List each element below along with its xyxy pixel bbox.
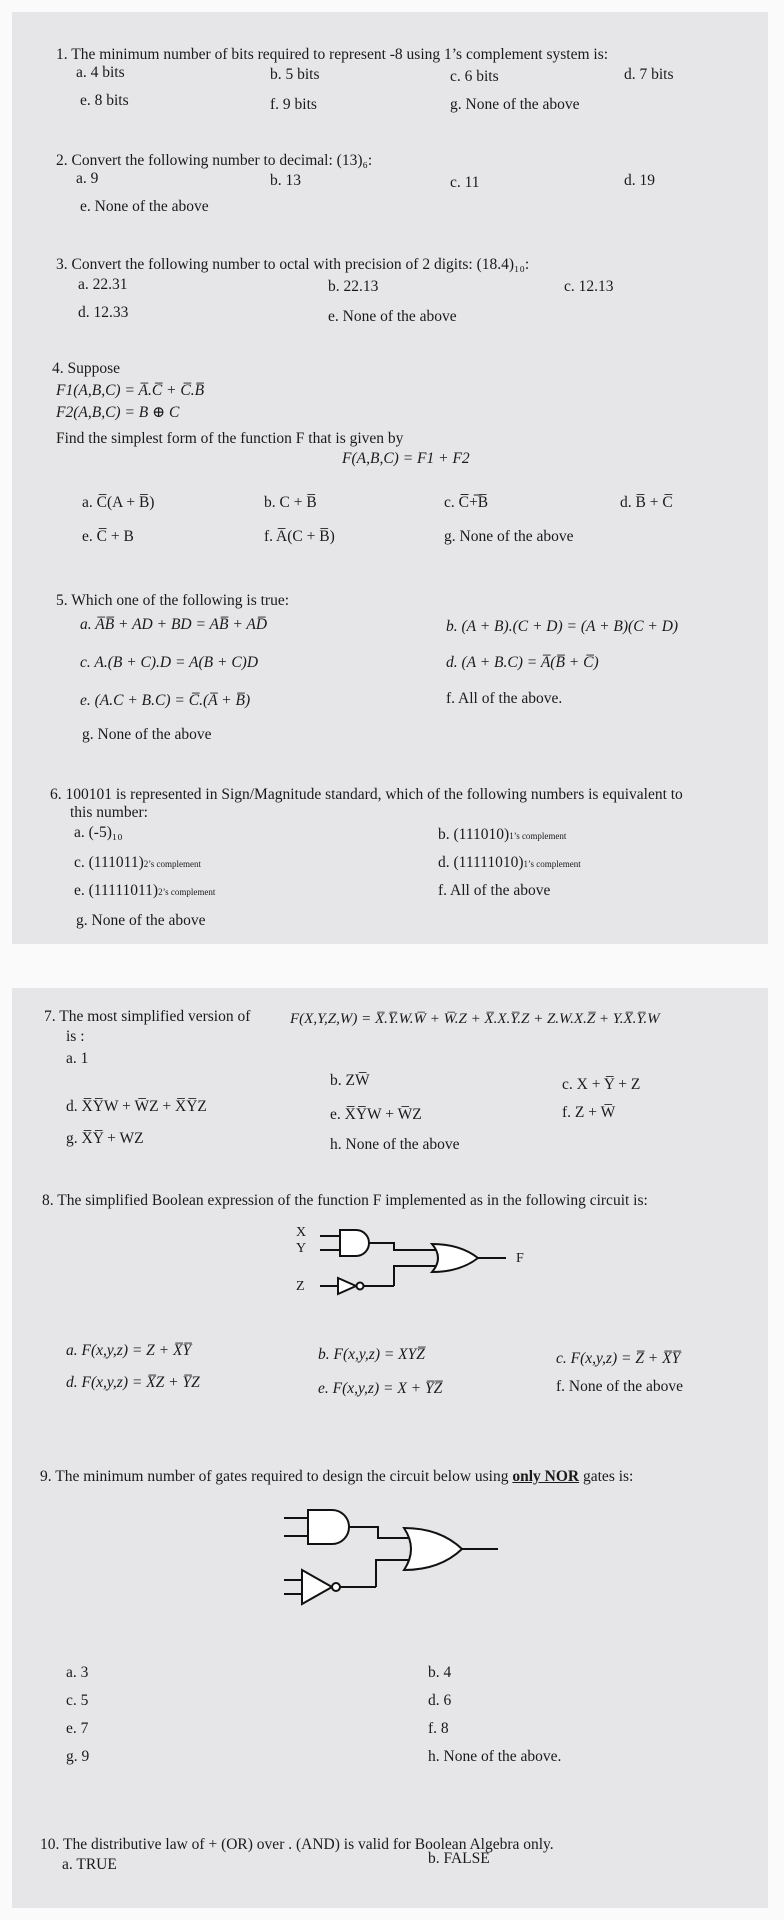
q1-option-c[interactable]: c. 6 bits bbox=[450, 68, 499, 85]
question-8-text: 8. The simplified Boolean expression of the function F implemented as in the following circuit is: bbox=[42, 1192, 648, 1209]
q1-option-d[interactable]: d. 7 bits bbox=[624, 66, 674, 83]
q1-option-e[interactable]: e. 8 bits bbox=[80, 92, 129, 109]
q9-option-c[interactable]: c. 5 bbox=[66, 1692, 89, 1709]
q4-option-c[interactable]: c. C̅̅+̅̅B̅ bbox=[444, 494, 489, 511]
q4-f1: F1(A,B,C) = A̅.C̅ + C̅.B̅ bbox=[56, 382, 205, 399]
q7-option-d[interactable]: d. X̅Y̅W + W̅Z + X̅Y̅Z bbox=[66, 1098, 207, 1115]
exam-sheet-1 bbox=[12, 12, 768, 944]
q4-option-b[interactable]: b. C + B̅ bbox=[264, 494, 317, 511]
exam-sheet-2 bbox=[12, 988, 768, 1908]
question-7-is: is : bbox=[66, 1028, 85, 1045]
q9-and-gate bbox=[284, 1510, 349, 1544]
q3-option-a[interactable]: a. 22.31 bbox=[78, 276, 128, 293]
q2-option-c[interactable]: c. 11 bbox=[450, 174, 480, 191]
question-9-text: 9. The minimum number of gates required to design the circuit below using only NOR gates is: bbox=[40, 1468, 634, 1485]
question-7-text: 7. The most simplified version of bbox=[44, 1008, 251, 1025]
q9-only-nor-emphasis: only NOR bbox=[512, 1468, 580, 1485]
q8-input-z-label: Z bbox=[296, 1279, 305, 1294]
q4-option-d[interactable]: d. B̅ + C̅ bbox=[620, 494, 673, 511]
q3-option-c[interactable]: c. 12.13 bbox=[564, 278, 614, 295]
q9-option-f[interactable]: f. 8 bbox=[428, 1720, 449, 1737]
q6-option-d[interactable]: d. (11111010)1’s complement bbox=[438, 854, 581, 871]
q9-option-b[interactable]: b. 4 bbox=[428, 1664, 452, 1681]
q6-option-d-subscript: 1’s complement bbox=[523, 859, 581, 869]
q8-input-x-label: X bbox=[296, 1225, 307, 1240]
q3-option-d[interactable]: d. 12.33 bbox=[78, 304, 129, 321]
q4-f2: F2(A,B,C) = B ⊕ C bbox=[56, 404, 180, 421]
q4-find-text: Find the simplest form of the function F that is given by bbox=[56, 430, 404, 447]
question-6-text: 6. 100101 is represented in Sign/Magnitude standard, which of the following numbers is equivalent to bbox=[50, 786, 683, 803]
q9-option-h[interactable]: h. None of the above. bbox=[428, 1748, 562, 1765]
q7-option-h[interactable]: h. None of the above bbox=[330, 1136, 460, 1153]
q10-option-a[interactable]: a. TRUE bbox=[62, 1856, 117, 1873]
question-6-text-line2: this number: bbox=[70, 804, 148, 821]
q5-option-c[interactable]: c. A.(B + C).D = A(B + C)D bbox=[80, 654, 259, 671]
q9-option-a[interactable]: a. 3 bbox=[66, 1664, 89, 1681]
q1-option-g[interactable]: g. None of the above bbox=[450, 96, 580, 113]
q8-input-y-label: Y bbox=[296, 1241, 307, 1256]
q5-option-e[interactable]: e. (A.C + B.C) = C̅.(A̅ + B̅) bbox=[80, 692, 251, 709]
q6-option-e[interactable]: e. (11111011)2’s complement bbox=[74, 882, 216, 899]
q4-formula: F(A,B,C) = F1 + F2 bbox=[342, 450, 470, 467]
question-3-text: 3. Convert the following number to octal with precision of 2 digits: (18.4)₁₀: bbox=[56, 256, 530, 273]
q6-option-f[interactable]: f. All of the above bbox=[438, 882, 551, 899]
q6-option-b-subscript: 1’s complement bbox=[509, 831, 567, 841]
q1-option-b[interactable]: b. 5 bits bbox=[270, 66, 320, 83]
q5-option-d[interactable]: d. (A + B.C) = A̅(B̅ + C̅) bbox=[446, 654, 599, 671]
q7-formula: F(X,Y,Z,W) = X̅.Y̅.W.W̅ + W̅.Z + X̅.X.Y̅.Z + Z.W.X.Z̅ + Y.X̅.Y̅.W bbox=[290, 1011, 660, 1027]
q8-output-f-label: F bbox=[516, 1251, 524, 1266]
question-10-text: 10. The distributive law of + (OR) over . (AND) is valid for Boolean Algebra only. bbox=[40, 1836, 554, 1853]
q4-option-f[interactable]: f. A̅(C + B̅) bbox=[264, 528, 335, 545]
q8-option-d[interactable]: d. F(x,y,z) = X̅Z + Y̅Z bbox=[66, 1374, 200, 1391]
q9-circuit-diagram bbox=[12, 988, 768, 1908]
q6-option-g[interactable]: g. None of the above bbox=[76, 912, 206, 929]
q9-or-gate bbox=[349, 1527, 498, 1570]
q5-option-g[interactable]: g. None of the above bbox=[82, 726, 212, 743]
q7-option-c[interactable]: c. X + Y̅ + Z bbox=[562, 1076, 641, 1093]
q3-option-e[interactable]: e. None of the above bbox=[328, 308, 457, 325]
q1-option-a[interactable]: a. 4 bits bbox=[76, 64, 125, 81]
q1-option-f[interactable]: f. 9 bits bbox=[270, 96, 317, 113]
q8-option-a[interactable]: a. F(x,y,z) = Z + X̅Y̅ bbox=[66, 1342, 192, 1359]
q7-option-a[interactable]: a. 1 bbox=[66, 1050, 89, 1067]
q8-option-e[interactable]: e. F(x,y,z) = X + Y̅Z̅ bbox=[318, 1380, 443, 1397]
q6-option-c-subscript: 2’s complement bbox=[143, 859, 201, 869]
q4-option-g[interactable]: g. None of the above bbox=[444, 528, 574, 545]
q4-option-a[interactable]: a. C̅(A + B̅) bbox=[82, 494, 155, 511]
q7-option-f[interactable]: f. Z + W̅ bbox=[562, 1104, 616, 1121]
q9-option-e[interactable]: e. 7 bbox=[66, 1720, 89, 1737]
q7-option-g[interactable]: g. X̅Y̅ + WZ bbox=[66, 1130, 144, 1147]
q5-option-f[interactable]: f. All of the above. bbox=[446, 690, 563, 707]
question-5-text: 5. Which one of the following is true: bbox=[56, 592, 290, 609]
question-4-text: 4. Suppose bbox=[52, 360, 121, 377]
q9-option-d[interactable]: d. 6 bbox=[428, 1692, 452, 1709]
q7-option-b[interactable]: b. ZW̅ bbox=[330, 1072, 370, 1089]
q6-option-a[interactable]: a. (-5)₁₀ bbox=[74, 824, 123, 841]
q9-not-gate bbox=[284, 1560, 412, 1604]
question-1-text: 1. The minimum number of bits required to represent -8 using 1’s complement system is: bbox=[56, 46, 609, 63]
q6-option-b[interactable]: b. (111010)1’s complement bbox=[438, 826, 567, 843]
q5-option-a[interactable]: a. A̅B̅ + AD + BD = AB̅ + AD̅ bbox=[80, 616, 268, 633]
q5-option-b[interactable]: b. (A + B).(C + D) = (A + B)(C + D) bbox=[446, 618, 679, 635]
q6-option-c[interactable]: c. (111011)2’s complement bbox=[74, 854, 201, 871]
q3-option-b[interactable]: b. 22.13 bbox=[328, 278, 379, 295]
q8-option-c[interactable]: c. F(x,y,z) = Z̅ + X̅Y̅ bbox=[556, 1350, 681, 1367]
q2-option-d[interactable]: d. 19 bbox=[624, 172, 655, 189]
q2-option-b[interactable]: b. 13 bbox=[270, 172, 301, 189]
q7-option-e[interactable]: e. X̅Y̅W + W̅Z bbox=[330, 1106, 422, 1123]
question-2-text: 2. Convert the following number to decimal: (13)₆: bbox=[56, 152, 373, 169]
q8-option-f[interactable]: f. None of the above bbox=[556, 1378, 683, 1395]
q2-option-a[interactable]: a. 9 bbox=[76, 170, 99, 187]
q9-option-g[interactable]: g. 9 bbox=[66, 1748, 90, 1765]
q4-option-e[interactable]: e. C̅ + B bbox=[82, 528, 134, 545]
q6-option-e-subscript: 2’s complement bbox=[158, 887, 216, 897]
q2-option-e[interactable]: e. None of the above bbox=[80, 198, 209, 215]
q10-option-b[interactable]: b. FALSE bbox=[428, 1850, 490, 1867]
q8-option-b[interactable]: b. F(x,y,z) = XYZ̅ bbox=[318, 1346, 425, 1363]
